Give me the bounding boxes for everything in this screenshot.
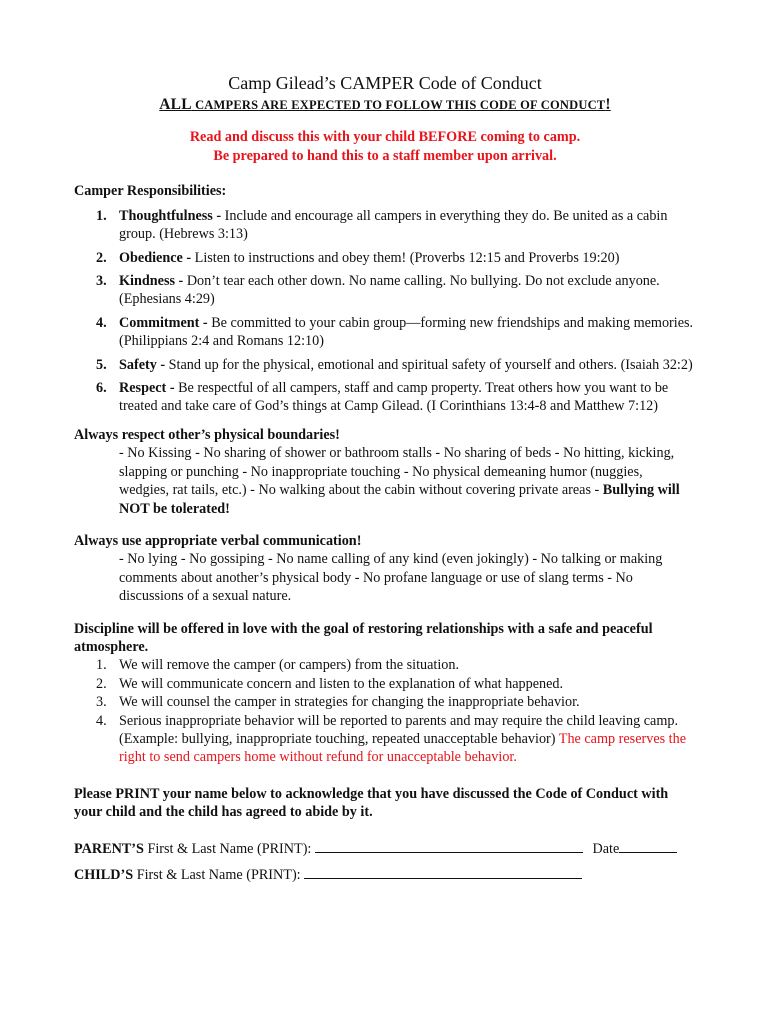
item-number: 6. — [96, 380, 107, 397]
item-text: Listen to instructions and obey them! (Proverbs 12:15 and Proverbs 19:20) — [194, 249, 620, 266]
item-number: 4. — [96, 314, 107, 331]
item-text: Don’t tear each other down. No name calling. No bullying. Do not exclude anyone. (Ephesians 4:29) — [119, 273, 660, 308]
item-term: Obedience - — [119, 249, 195, 266]
list-item — [74, 207, 696, 244]
list-item — [74, 675, 696, 693]
child-field-label: First & Last Name (PRINT): — [133, 866, 305, 883]
signature-block — [74, 838, 696, 890]
list-item — [74, 656, 696, 674]
bullying-warning: Bullying will NOT be tolerated! — [119, 482, 680, 517]
verbal-text: - No lying - No gossiping - No name calling of any kind (even jokingly) - No talking or making comments about another’s physical body - No profane language or use of slang terms - No discussions of a sexual nature. — [119, 551, 663, 605]
parent-name-field[interactable] — [315, 838, 583, 853]
item-number: 3. — [96, 694, 107, 711]
item-text: We will remove the camper (or campers) from the situation. — [119, 657, 460, 674]
child-signature-row — [74, 864, 696, 890]
verbal-heading: Always use appropriate verbal communication! — [74, 532, 362, 549]
boundaries-rules: - No Kissing - No sharing of shower or bathroom stalls - No sharing of beds - No hitting, kicking, slapping or punching - No inappropriate touching - No physical demeaning humor (nuggies, wedgies, rat tails, etc.) - No walking about the cabin without covering private areas - — [119, 445, 675, 499]
list-item — [74, 249, 696, 267]
notice-line-1: Read and discuss this with your child BEFORE coming to camp. — [189, 129, 581, 146]
item-number: 2. — [96, 249, 107, 266]
child-label: CHILD’S — [74, 866, 134, 883]
item-term: Thoughtfulness - — [119, 207, 225, 224]
date-label: Date — [592, 840, 620, 857]
date-field[interactable] — [619, 838, 677, 853]
parent-field-label: First & Last Name (PRINT): — [143, 840, 315, 857]
discipline-list — [74, 656, 696, 766]
arrival-notice — [74, 128, 696, 166]
list-item — [74, 356, 696, 374]
document-subtitle — [74, 96, 696, 114]
boundaries-heading: Always respect other’s physical boundaries! — [74, 426, 340, 443]
responsibilities-list — [74, 207, 696, 416]
item-term: Safety - — [119, 356, 169, 373]
parent-signature-row — [74, 838, 696, 864]
child-name-field[interactable] — [304, 864, 582, 879]
acknowledge-statement: Please PRINT your name below to acknowledge that you have discussed the Code of Conduct with your child and the child has agreed to abide by it. — [74, 785, 669, 821]
item-text: Be respectful of all campers, staff and camp property. Treat others how you want to be treated and take care of God’s things at Camp Gilead. (I Corinthians 13:4-8 and Matthew 7:12) — [119, 380, 669, 415]
item-term: Commitment - — [119, 314, 212, 331]
item-text: Stand up for the physical, emotional and spiritual safety of yourself and others. (Isaiah 32:2) — [168, 356, 693, 373]
item-text: Serious inappropriate behavior will be reported to parents and may require the child leaving camp. (Example: bullying, inappropriate touching, repeated unacceptable behavior) — [119, 712, 679, 747]
subtitle-lead: ALL — [159, 96, 192, 113]
subtitle-end: ! — [605, 96, 611, 113]
subtitle-rest: CAMPERS ARE EXPECTED TO FOLLOW THIS CODE OF CONDUCT — [191, 98, 606, 112]
item-text: We will communicate concern and listen to the explanation of what happened. — [119, 675, 564, 692]
list-item — [74, 379, 696, 416]
item-number: 1. — [96, 657, 107, 674]
item-text: Be committed to your cabin group—forming new friendships and making memories. (Philippians 2:4 and Romans 12:10) — [119, 314, 694, 350]
list-item — [74, 693, 696, 711]
document-title: Camp Gilead’s CAMPER Code of Conduct — [228, 73, 542, 93]
discipline-heading: Discipline will be offered in love with the goal of restoring relationships with a safe and peaceful atmosphere. — [74, 620, 653, 655]
parent-label: PARENT’S — [74, 840, 144, 857]
boundaries-text — [74, 444, 696, 518]
item-text: We will counsel the camper in strategies for changing the inappropriate behavior. — [119, 694, 580, 711]
item-number: 5. — [96, 356, 107, 373]
refund-warning: The camp reserves the right to send campers home without refund for unacceptable behavior. — [119, 730, 687, 766]
list-item — [74, 712, 696, 767]
item-term: Respect - — [119, 380, 179, 397]
item-term: Kindness - — [119, 273, 187, 290]
notice-line-2: Be prepared to hand this to a staff member upon arrival. — [213, 148, 557, 165]
list-item — [74, 314, 696, 351]
list-item — [74, 272, 696, 309]
item-number: 3. — [96, 273, 107, 290]
item-number: 2. — [96, 675, 107, 692]
item-number: 1. — [96, 207, 107, 224]
item-text: Include and encourage all campers in everything they do. Be united as a cabin group. (Hebrews 3:13) — [119, 207, 668, 243]
item-number: 4. — [96, 712, 107, 729]
responsibilities-heading: Camper Responsibilities: — [74, 183, 227, 200]
